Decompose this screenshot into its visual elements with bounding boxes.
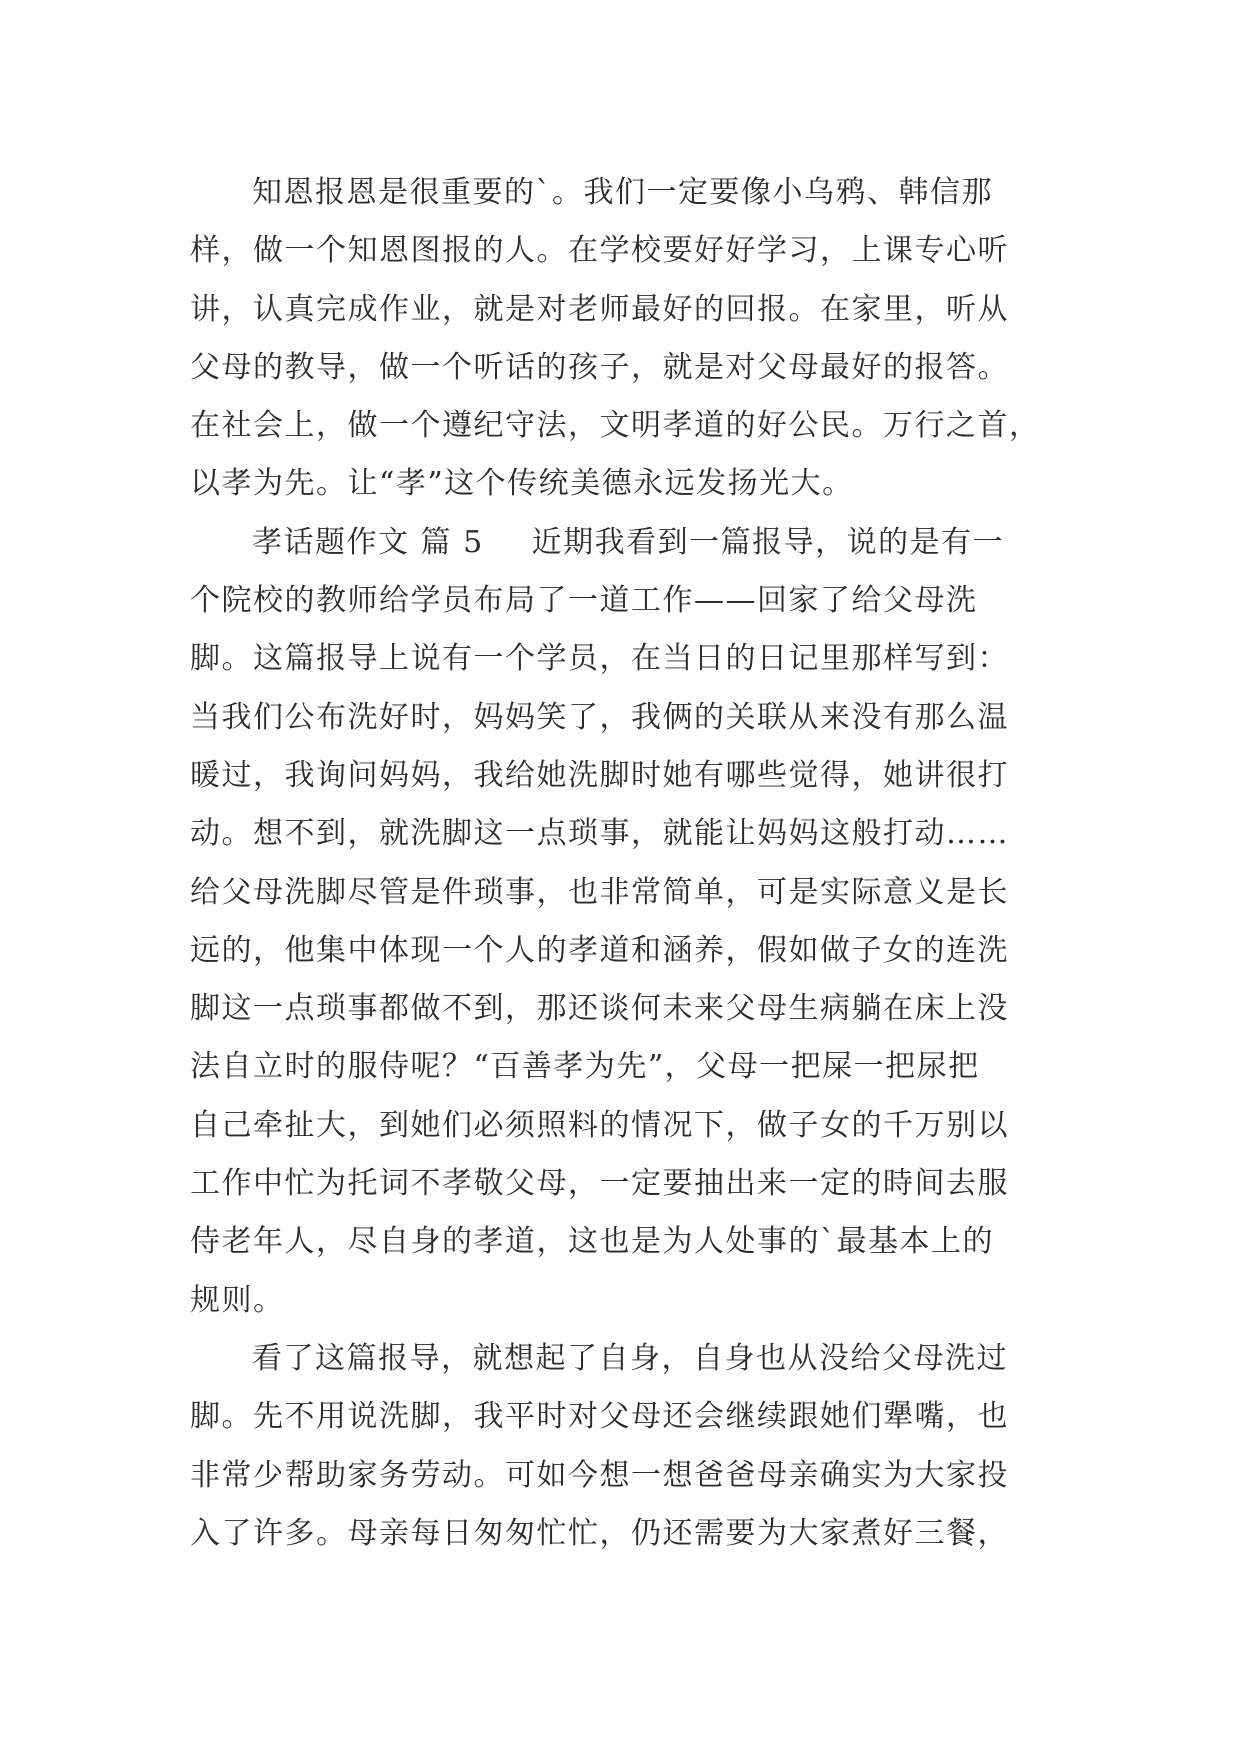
text-line: 知恩报恩是很重要的`。我们一定要像小乌鸦、韩信那 — [252, 175, 993, 210]
section-heading-line — [190, 514, 1050, 572]
text-line: 个院校的教师给学员布局了一道工作——回家了给父母洗 — [190, 583, 978, 619]
section-5 — [190, 514, 1050, 1330]
paragraph-3 — [190, 1330, 1050, 1563]
text-line: 讲，认真完成作业，就是对老师最好的回报。在家里，听从 — [190, 291, 1009, 327]
section-heading: 孝话题作文 篇 5 — [252, 524, 484, 560]
text-line: 当我们公布洗好时，妈妈笑了，我俩的关联从来没有那么温 — [190, 699, 1009, 735]
text-line: 暖过，我询问妈妈，我给她洗脚时她有哪些觉得，她讲很打 — [190, 757, 1009, 793]
text-line: 非常少帮助家务劳动。可如今想一想爸爸母亲确实为大家投 — [190, 1457, 1009, 1493]
text-line: 入了许多。母亲每日匆匆忙忙，仍还需要为大家煮好三餐， — [190, 1515, 1009, 1551]
text-line: 侍老年人，尽自身的孝道，这也是为人处事的`最基本上的 — [190, 1224, 994, 1260]
text-line: 父母的教导，做一个听话的孩子，就是对父母最好的报答。 — [190, 349, 1009, 385]
document-body — [190, 164, 1050, 1563]
text-line: 在社会上，做一个遵纪守法，文明孝道的好公民。万行之首， — [190, 408, 1041, 444]
paragraph-1 — [190, 164, 1050, 514]
text-line: 脚这一点琐事都做不到，那还谈何未来父母生病躺在床上没 — [190, 991, 1009, 1027]
text-line: 看了这篇报导，就想起了自身，自身也从没给父母洗过 — [252, 1340, 1008, 1376]
text-line: 样，做一个知恩图报的人。在学校要好好学习，上课专心听 — [190, 233, 1009, 269]
text-line: 远的，他集中体现一个人的孝道和涵养，假如做子女的连洗 — [190, 932, 1009, 968]
text-line: 工作中忙为托词不孝敬父母，一定要抽出来一定的時间去服 — [190, 1166, 1009, 1202]
text-line: 以孝为先。让“孝”这个传统美德永远发扬光大。 — [190, 466, 854, 502]
text-line: 法自立时的服侍呢？“百善孝为先”，父母一把屎一把尿把 — [190, 1049, 980, 1085]
text-line: 脚。先不用说洗脚，我平时对父母还会继续跟她们犟嘴，也 — [190, 1399, 1009, 1435]
text-line: 动。想不到，就洗脚这一点琐事，就能让妈妈这般打动…… — [190, 816, 1009, 852]
text-line: 给父母洗脚尽管是件琐事，也非常简单，可是实际意义是长 — [190, 874, 1009, 910]
text-line-start: 近期我看到一篇报导，说的是有一 — [531, 524, 1005, 560]
text-line: 自己牵扯大，到她们必须照料的情况下，做子女的千万别以 — [190, 1107, 1009, 1143]
text-line: 规则。 — [190, 1282, 285, 1318]
text-line: 脚。这篇报导上说有一个学员，在当日的日记里那样写到： — [190, 641, 1009, 677]
